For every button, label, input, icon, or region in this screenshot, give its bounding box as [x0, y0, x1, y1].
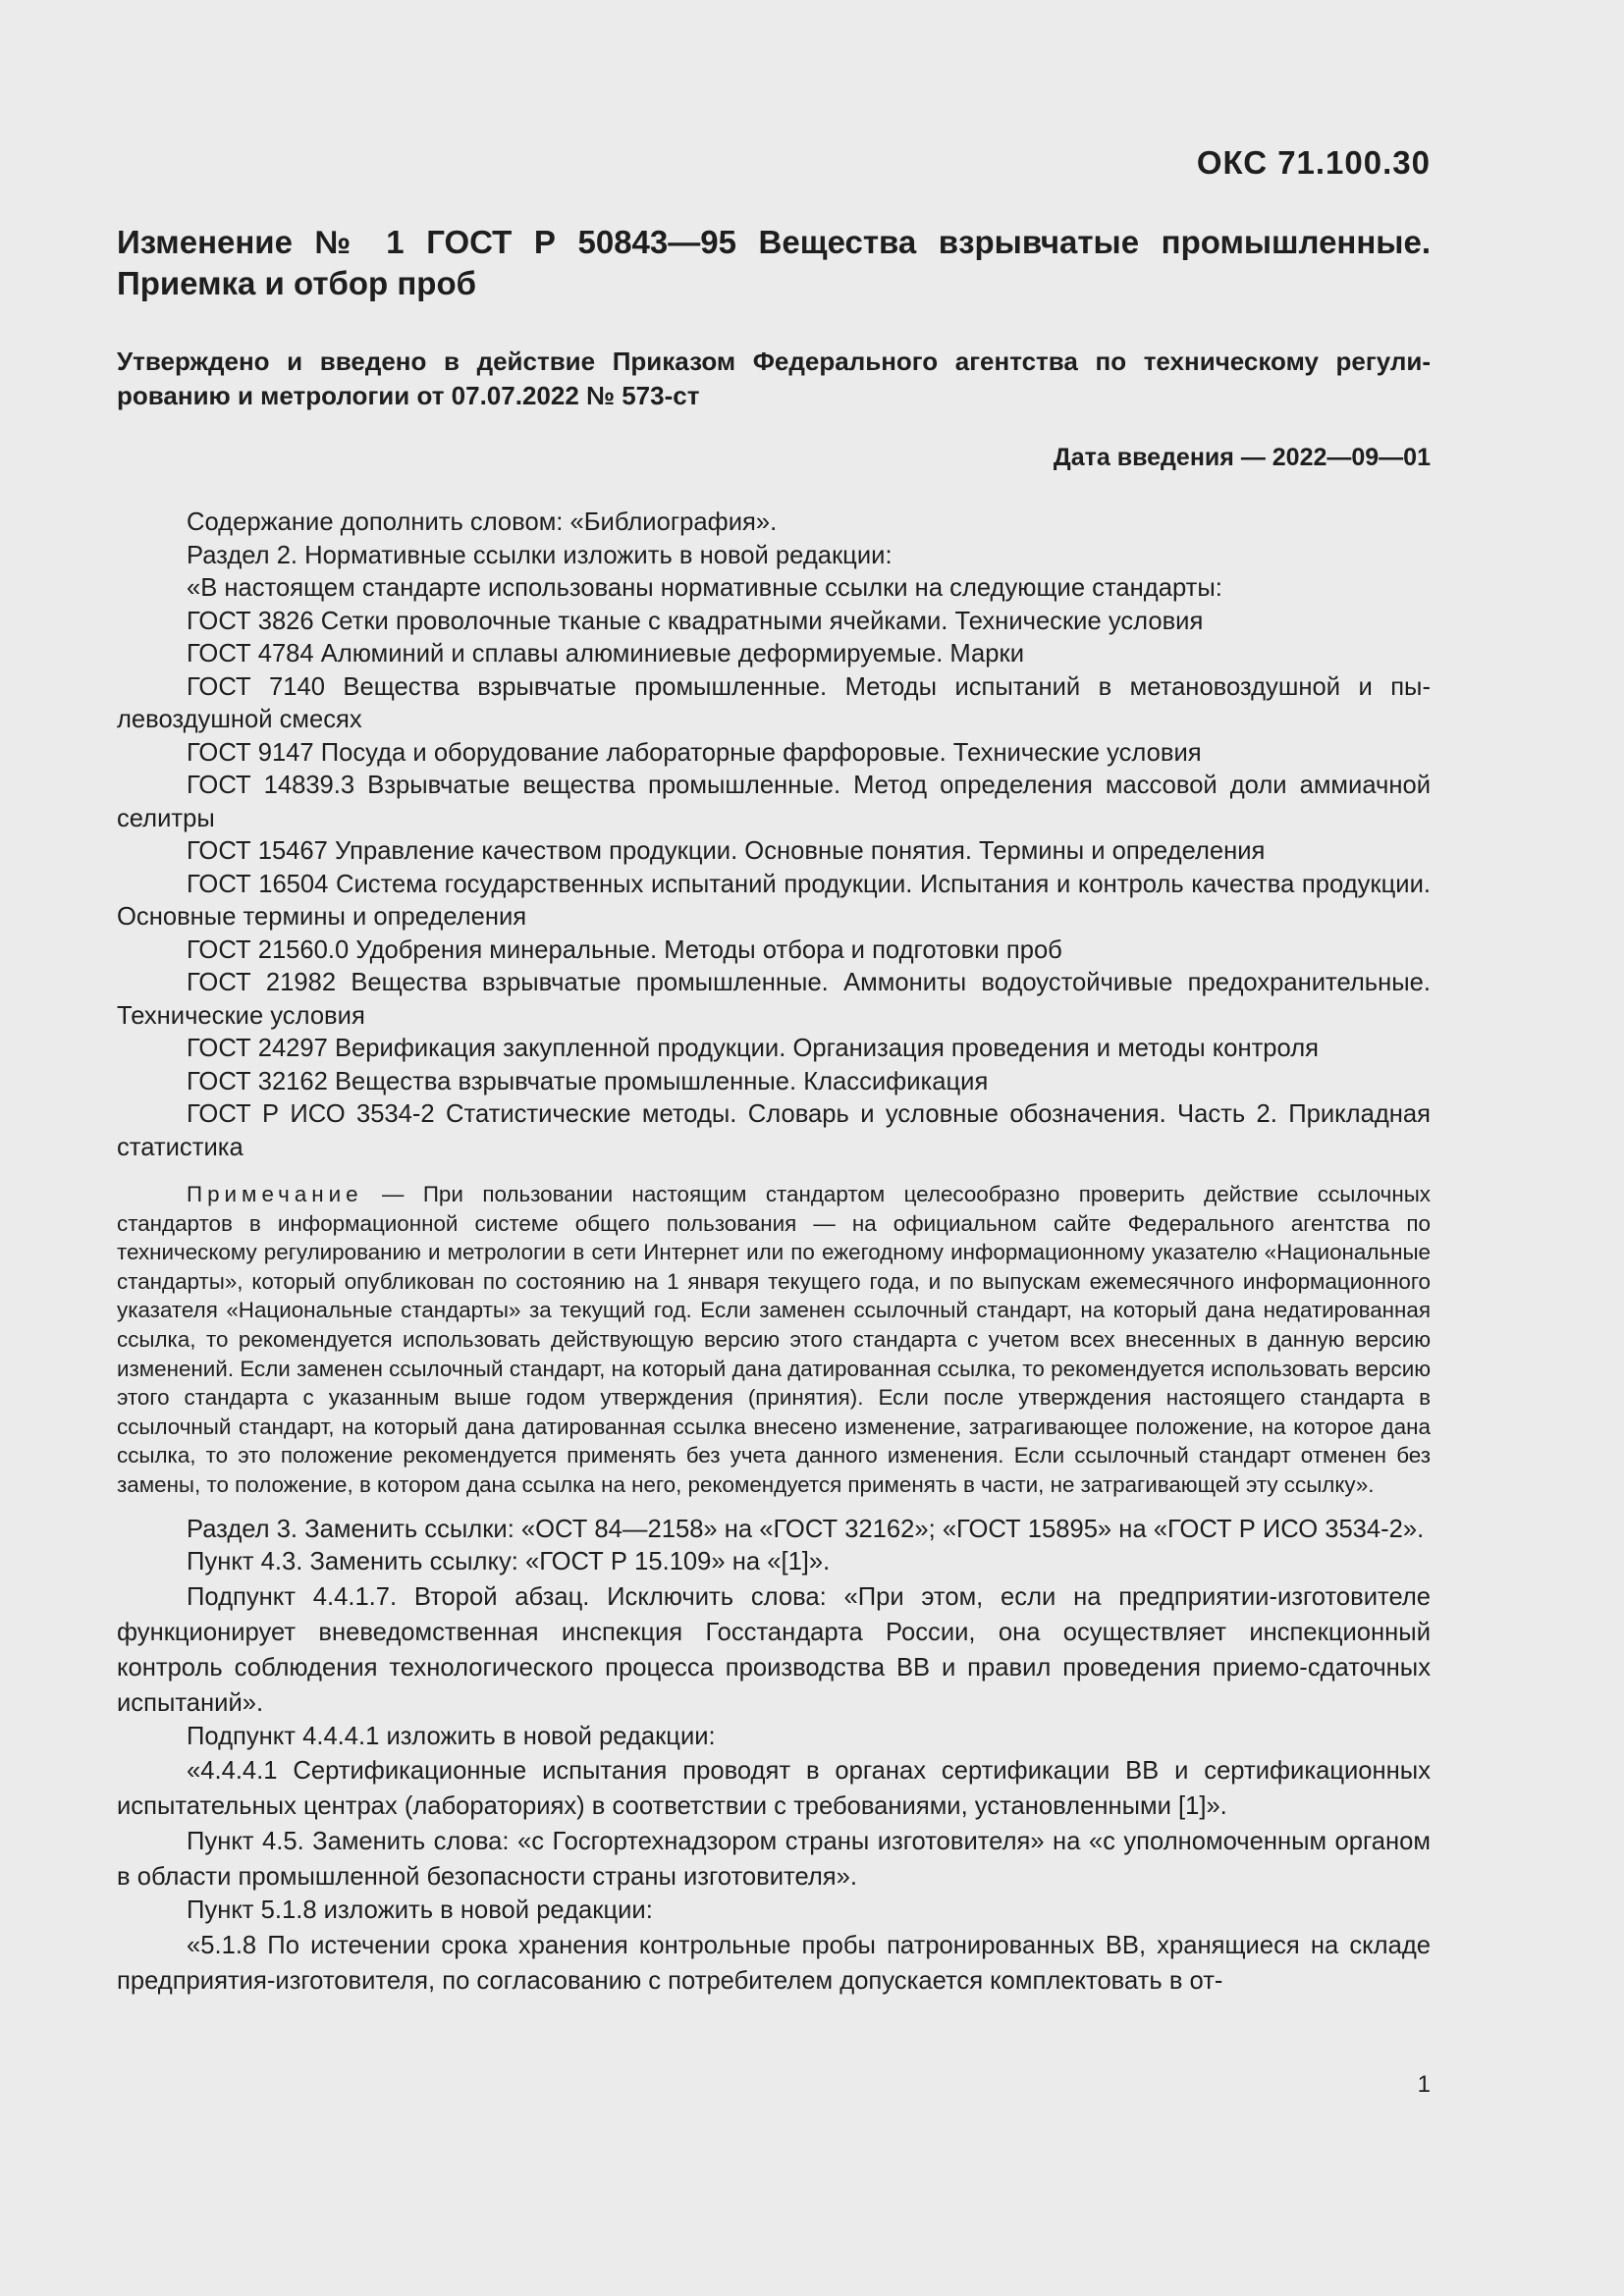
- reference-item: ГОСТ 15467 Управление качеством продукции. Основные понятия. Термины и определения: [187, 837, 1266, 865]
- paragraph: «В настоящем стандарте использованы нормативные ссылки на следующие стандарты:: [187, 574, 1222, 602]
- reference-item: ГОСТ 21560.0 Удобрения минеральные. Методы отбора и подготовки проб: [187, 935, 1062, 964]
- references-list: [117, 606, 1431, 1165]
- approval-statement: Утверждено и введено в действие Приказом Федерального агентства по техническому регулированию и метрологии от 07.07.2022 № 573-ст: [117, 347, 1431, 410]
- effective-date: Дата введения — 2022—09—01: [1053, 444, 1431, 471]
- document-body: [117, 507, 1431, 1999]
- reference-item: ГОСТ 14839.3 Взрывчатые вещества промышленные. Метод определения массовой доли аммиачной селитры: [117, 772, 1431, 832]
- paragraph: Подпункт 4.4.4.1 изложить в новой редакции:: [187, 1722, 716, 1750]
- reference-item: ГОСТ 16504 Система государственных испытаний продукции. Испытания и контроль качества продукции. Основные термины и определения: [117, 870, 1431, 931]
- paragraph: Раздел 2. Нормативные ссылки изложить в новой редакции:: [187, 541, 893, 569]
- reference-item: ГОСТ Р ИСО 3534-2 Статистические методы. Словарь и условные обозначения. Часть 2. Прикладная статистика: [117, 1100, 1431, 1161]
- paragraph: Пункт 4.3. Заменить ссылку: «ГОСТ Р 15.109» на «[1]».: [187, 1548, 831, 1576]
- paragraph: Пункт 5.1.8 изложить в новой редакции:: [187, 1896, 653, 1925]
- paragraph: Подпункт 4.4.1.7. Второй абзац. Исключить слова: «При этом, если на предприятии-изготовителе функционирует вневедомственная инспекция Госстандарта России, она осуществляет инспекционный контроль соблюдения технологического процесса производства ВВ и правил проведения приемо-сдаточных испытаний».: [117, 1582, 1431, 1717]
- note-block: [117, 1180, 1431, 1500]
- paragraph: Содержание дополнить словом: «Библиография».: [187, 508, 778, 536]
- reference-item: ГОСТ 9147 Посуда и оборудование лабораторные фарфоровые. Технические условия: [187, 738, 1202, 767]
- reference-item: ГОСТ 24297 Верификация закупленной продукции. Организация проведения и методы контроля: [187, 1035, 1320, 1062]
- reference-item: ГОСТ 21982 Вещества взрывчатые промышленные. Аммониты водоустойчивые предохранительные. Технические условия: [117, 969, 1431, 1030]
- reference-item: ГОСТ 32162 Вещества взрывчатые промышленные. Классификация: [187, 1067, 989, 1095]
- reference-item: ГОСТ 7140 Вещества взрывчатые промышленные. Методы испытаний в метановоздушной и пылевоздушной смесях: [117, 672, 1431, 733]
- note-text: — При пользовании настоящим стандартом целесообразно проверить действие ссылочных стандартов в информационной системе общего пользования — на официальном сайте Федерального агентства по техническому регулированию и метрологии в сети Интернет или по ежегодному информационному указателю «Национальные стандарты», который опубликован по состоянию на 1 января текущего года, и по выпускам ежемесячного информационного указателя «Национальные стандарты» за текущий год. Если заменен ссылочный стандарт, на который дана недатированная ссылка, то рекомендуется использовать действующую версию этого стандарта с учетом всех внесенных в данную версию изменений. Если заменен ссылочный стандарт, на который дана датированная ссылка, то рекомендуется использовать версию этого стандарта с указанным выше годом утверждения (принятия). Если после утверждения настоящего стандарта в ссылочный стандарт, на который дана датированная ссылка внесено изменение, затрагивающее положение, на которое дана ссылка, то это положение рекомендуется применять без учета данного изменения. Если ссылочный стандарт отменен без замены, то положение, в котором дана ссылка на него, рекомендуется применять в части, не затрагивающей эту ссылку».: [117, 1182, 1431, 1497]
- paragraph: Раздел 3. Заменить ссылки: «ОСТ 84—2158» на «ГОСТ 32162»; «ГОСТ 15895» на «ГОСТ Р ИСО 3534-2».: [187, 1515, 1425, 1543]
- paragraph: Пункт 4.5. Заменить слова: «с Госгортехнадзором страны изготовителя» на «с уполномоченным органом в области промышленной безопасности страны изготовителя».: [117, 1828, 1431, 1892]
- reference-item: ГОСТ 3826 Сетки проволочные тканые с квадратными ячейками. Технические условия: [187, 607, 1204, 635]
- classification-code: ОКС 71.100.30: [1196, 144, 1431, 181]
- page-number: 1: [1417, 2071, 1431, 2098]
- paragraph: «5.1.8 По истечении срока хранения контрольные пробы патронированных ВВ, хранящиеся на складе предприятия-изготовителя, по согласованию с потребителем допускается комплектовать в от-: [117, 1931, 1431, 1995]
- reference-item: ГОСТ 4784 Алюминий и сплавы алюминиевые деформируемые. Марки: [187, 640, 1024, 667]
- note-label: Примечание: [187, 1182, 363, 1206]
- document-title: Изменение № 1 ГОСТ Р 50843—95 Вещества взрывчатые промышленные. Приемка и отбор проб: [117, 224, 1431, 301]
- paragraph: «4.4.4.1 Сертификационные испытания проводят в органах сертификации ВВ и сертификационных испытательных центрах (лабораториях) в соответствии с требованиями, установленными [1]».: [117, 1757, 1431, 1821]
